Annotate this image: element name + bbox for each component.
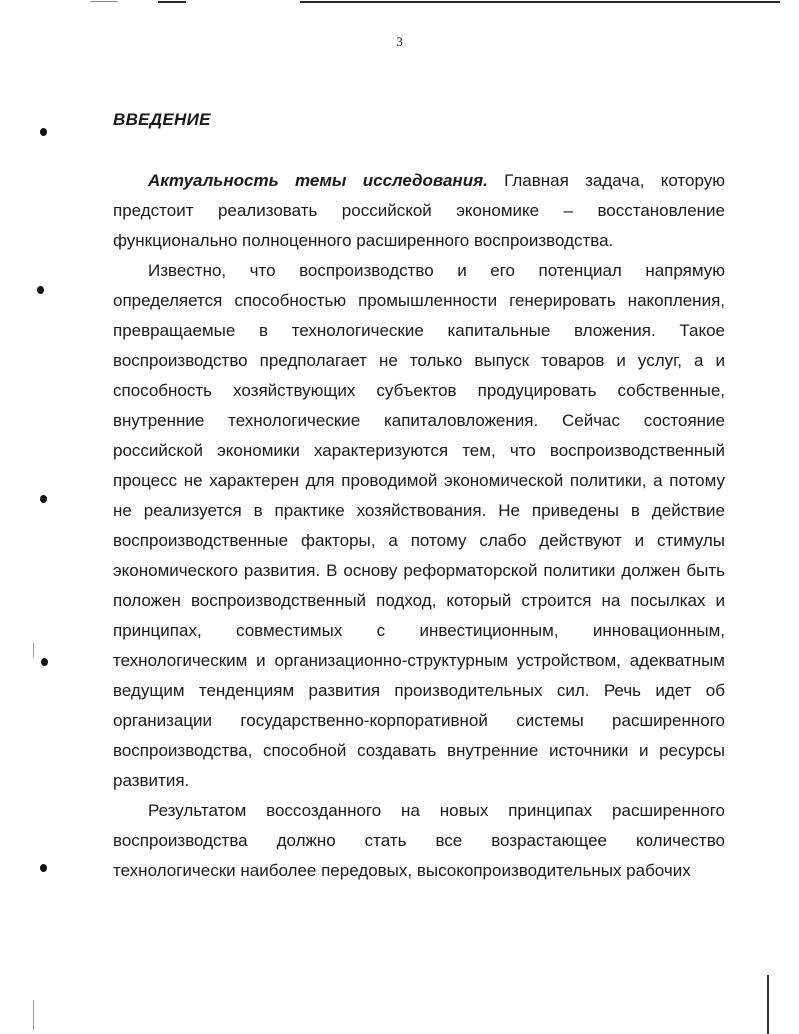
paragraph: [113, 166, 725, 256]
scan-top-mark: [158, 1, 186, 3]
binding-hole-dot: [41, 658, 48, 666]
scan-right-border: [767, 975, 769, 1034]
paragraph-text: Известно, что воспроизводство и его потенциал напрямую определяется способностью промышленности генерировать накопления, превращаемые в технологические капитальные вложения. Такое воспроизводство предполагает не только выпуск товаров и услуг, а и способность хозяйствующих субъектов продуцировать собственные, внутренние технологические капиталовложения. Сейчас состояние российской экономики характеризуются тем, что воспроизводственный процесс не характерен для проводимой экономической политики, а потому не реализуется в практике хозяйствования. Не приведены в действие воспроизводственные факторы, а потому слабо действуют и стимулы экономического развития. В основу реформаторской политики должен быть положен воспроизводственный подход, который строится на посылках и принципах, совместимых с инвестиционным, инновационным, технологическим и организационно-структурным устройством, адекватным ведущим тенденциям развития производительных сил. Речь идет об организации государственно-корпоративной системы расширенного воспроизводства, способной создавать внутренние источники и ресурсы развития.: [113, 261, 725, 790]
paragraph: [113, 256, 725, 796]
scan-top-border: [300, 1, 780, 3]
scan-top-mark: [90, 1, 118, 2]
binding-hole-dot: [37, 286, 44, 294]
page-number: 3: [396, 34, 403, 49]
binding-hole-dot: [40, 128, 47, 136]
paragraph-text: Результатом воссозданного на новых принципах расширенного воспроизводства должно стать все возрастающее количество технологически наиболее передовых, высокопроизводительных рабочих: [113, 801, 725, 880]
binding-hole-dot: [40, 864, 47, 872]
binding-hole-dot: [40, 495, 47, 503]
document-body: [113, 166, 725, 886]
scan-margin-mark: [33, 643, 34, 657]
paragraph: [113, 796, 725, 886]
paragraph-text: Главная задача, которую предстоит реализовать российской экономике – восстановление функционально полноценного расширенного воспроизводства.: [113, 171, 725, 250]
section-title: ВВЕДЕНИЕ: [113, 110, 211, 129]
scan-margin-mark: [33, 1000, 34, 1030]
paragraph-lead: Актуальность темы исследования.: [148, 171, 488, 190]
